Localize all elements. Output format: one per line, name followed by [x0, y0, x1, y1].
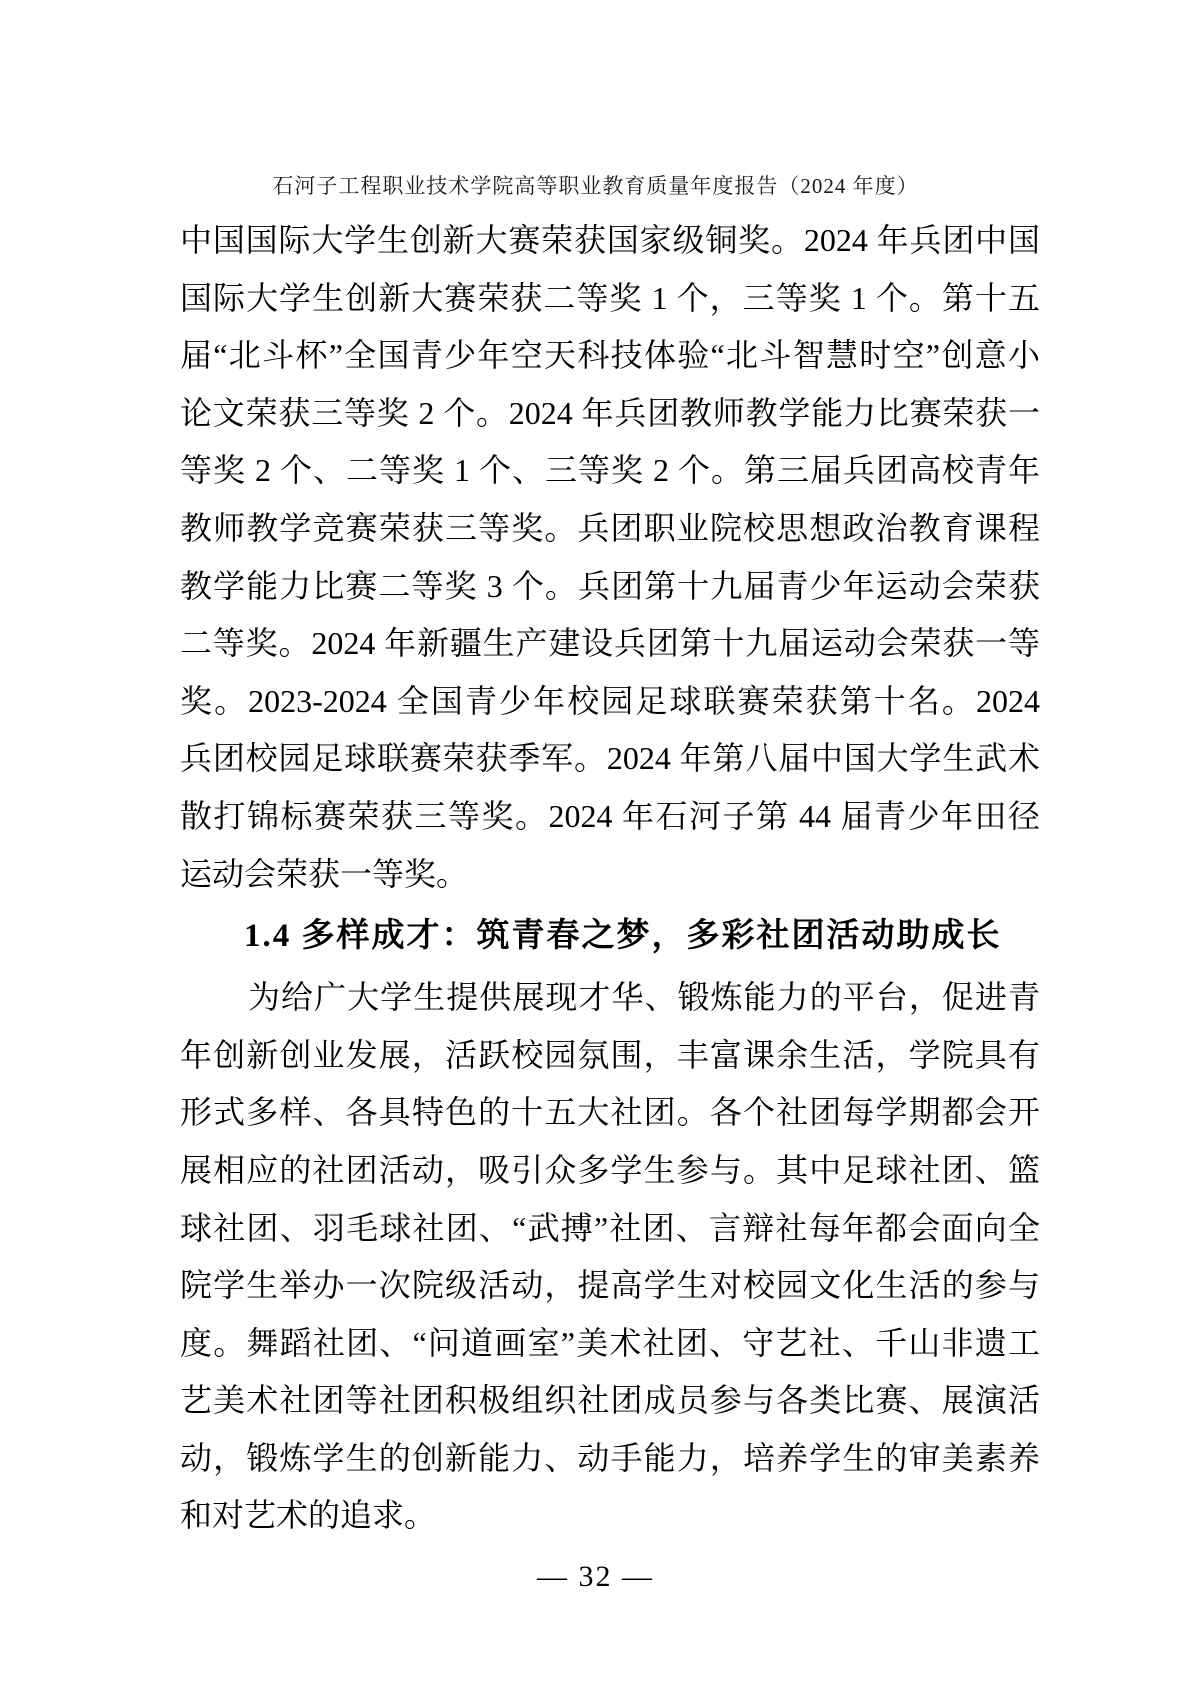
text-line: 届“北斗杯”全国青少年空天科技体验“北斗智慧时空”创意小	[180, 337, 1040, 374]
page-number: — 32 —	[537, 1560, 654, 1593]
text-line: 度。舞蹈社团、“问道画室”美术社团、守艺社、千山非遗工	[180, 1324, 1040, 1361]
text-line: 球社团、羽毛球社团、“武搏”社团、言辩社每年都会面向全	[180, 1209, 1040, 1246]
text-line: 散打锦标赛荣获三等奖。2024 年石河子第 44 届青少年田径	[180, 797, 1040, 834]
body-paragraph-2	[180, 969, 1040, 1545]
text-line: 国际大学生创新大赛荣获二等奖 1 个，三等奖 1 个。第十五	[180, 279, 1040, 316]
text-line: 展相应的社团活动，吸引众多学生参与。其中足球社团、篮	[180, 1151, 1040, 1188]
text-line: 为给广大学生提供展现才华、锻炼能力的平台，促进青	[248, 979, 1040, 1016]
text-line: 和对艺术的追求。	[180, 1497, 437, 1534]
text-line: 中国国际大学生创新大赛荣获国家级铜奖。2024 年兵团中国	[180, 222, 1040, 258]
text-line: 院学生举办一次院级活动，提高学生对校园文化生活的参与	[180, 1267, 1040, 1304]
section-heading-1-4: 1.4 多样成才：筑青春之梦，多彩社团活动助成长	[244, 918, 1002, 955]
text-line: 二等奖。2024 年新疆生产建设兵团第十九届运动会荣获一等	[180, 625, 1040, 662]
text-line: 艺美术社团等社团积极组织社团成员参与各类比赛、展演活	[180, 1382, 1040, 1419]
text-line: 等奖 2 个、二等奖 1 个、三等奖 2 个。第三届兵团高校青年	[180, 452, 1040, 489]
body-paragraph-1	[180, 212, 1040, 903]
running-header: 石河子工程职业技术学院高等职业教育质量年度报告（2024 年度）	[272, 174, 919, 198]
text-line: 论文荣获三等奖 2 个。2024 年兵团教师教学能力比赛荣获一	[180, 394, 1040, 431]
text-line: 形式多样、各具特色的十五大社团。各个社团每学期都会开	[180, 1094, 1040, 1131]
text-line: 兵团校园足球联赛荣获季军。2024 年第八届中国大学生武术	[180, 740, 1040, 777]
text-line: 奖。2023-2024 全国青少年校园足球联赛荣获第十名。2024	[180, 682, 1040, 719]
document-body	[180, 212, 1040, 1545]
text-line: 动，锻炼学生的创新能力、动手能力，培养学生的审美素养	[180, 1439, 1040, 1476]
text-line: 教学能力比赛二等奖 3 个。兵团第十九届青少年运动会荣获	[180, 567, 1040, 604]
text-line: 运动会荣获一等奖。	[180, 855, 469, 892]
text-line: 年创新创业发展，活跃校园氛围，丰富课余生活，学院具有	[180, 1036, 1040, 1073]
text-line: 教师教学竞赛荣获三等奖。兵团职业院校思想政治教育课程	[180, 509, 1040, 546]
